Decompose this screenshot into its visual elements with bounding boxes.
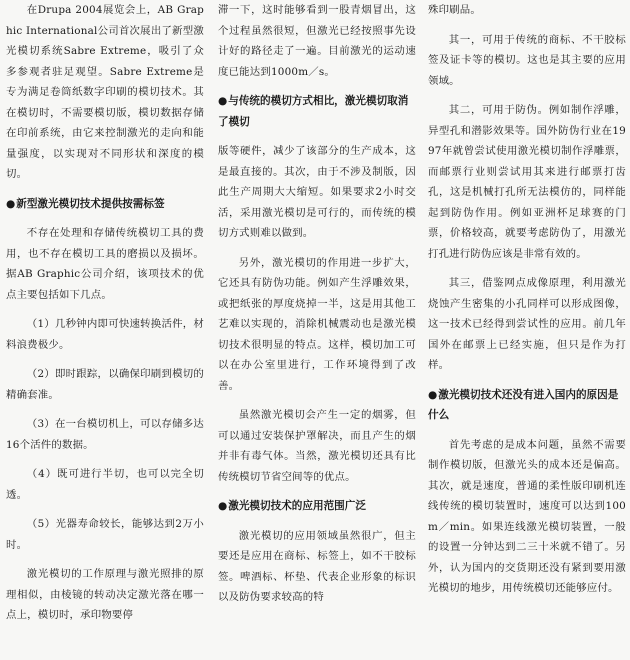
- body-paragraph: （3）在一台模切机上，可以存储多达16个活件的数据。: [6, 418, 204, 451]
- body-paragraph: 滞一下，这时能够看到一股青烟冒出，这个过程虽然很短，但激光已经按照事先设计好的路径走了一遍。目前激光的运动速度已能达到1000m／s。: [218, 4, 416, 78]
- body-paragraph: 首先考虑的是成本问题，虽然不需要制作模切版，但激光头的成本还是偏高。其次，就是速度，普通的柔性版印刷机连线传统的模切装置时，速度可以达到100m／min。如果连线激光模切装置，一般的设置一分钟达到二三十米就不错了。另外，认为国内的交货期还没有紧到要用激光模切的地步，用传统模切还能够应付。: [428, 438, 626, 594]
- body-paragraph: 殊印刷品。: [428, 4, 481, 16]
- body-paragraph: 另外，激光模切的作用进一步扩大，它还具有防伪功能。例如产生浮雕效果，或把纸张的厚度烧掉一半，这是用其他工艺难以实现的，消除机械震动也是激光模切技术很明显的特点。这样，模切加工可以在办公室里进行，工作环境得到了改善。: [218, 256, 416, 392]
- body-paragraph: （4）既可进行半切，也可以完全切透。: [6, 468, 204, 501]
- text-column-1: [6, 0, 204, 635]
- body-paragraph: 虽然激光模切会产生一定的烟雾，但可以通过安装保护罩解决，而且产生的烟并非有毒气体。当然，激光模切还具有比传统模切节省空间等的优点。: [218, 409, 416, 483]
- text-column-3: [428, 0, 626, 608]
- body-paragraph: 其二，可用于防伪。例如制作浮雕，异型孔和潜影效果等。国外防伪行业在1997年就曾尝试使用激光模切制作浮雕票，而邮票行业则尝试用其来进行邮票打齿孔，这是机械打孔所无法模仿的，同样能起到防伪作用。例如亚洲杯足球赛的门票，价格较高，就要考虑防伪了，用激光打孔进行防伪应该是非常有效的。: [428, 104, 626, 260]
- body-paragraph: 其一，可用于传统的商标、不干胶标签及证卡等的模切。这也是其主要的应用领域。: [428, 33, 626, 87]
- section-heading: ● 激光模切技术的应用范围广泛: [218, 496, 416, 517]
- body-paragraph: （2）即时跟踪，以确保印刷到模切的精确套准。: [6, 368, 204, 401]
- body-paragraph: 版等硬件，减少了该部分的生产成本，这是最直接的。其次，由于不涉及制版，因此生产周期大大缩短。如果要求2小时交活，采用激光模切是可行的，而传统的模切方式则难以做到。: [218, 145, 416, 239]
- section-heading: ● 与传统的模切方式相比，激光模切取消了模切: [218, 91, 416, 132]
- body-paragraph: （5）光器寿命较长，能够达到2万小时。: [6, 518, 204, 551]
- body-paragraph: 激光模切的应用领域虽然很广，但主要还是应用在商标、标签上，如不干胶标签。啤酒标、杯垫、代表企业形象的标识以及防伪要求较高的特: [218, 529, 416, 603]
- text-column-2: [218, 0, 416, 617]
- section-heading: ● 激光模切技术还没有进入国内的原因是什么: [428, 385, 626, 426]
- body-paragraph: 在Drupa 2004展览会上，AB Graphic International公司首次展出了新型激光模切系统Sabre Extreme，吸引了众多参观者驻足观望。Sabre Extreme是专为满足卷筒纸数字印刷的模切技术。其在模切时，不需要模切版，模切数据存储在印前系统，由它来控制激光的走向和能量强度，以实现对不同形状和深度的模切。: [6, 4, 204, 180]
- section-heading: ● 新型激光模切技术提供按需标签: [6, 194, 204, 215]
- body-paragraph: 激光模切的工作原理与激光照排的原理相似，由棱镜的转动决定激光落在哪一点上，模切时，承印物要停: [6, 568, 204, 621]
- body-paragraph: 不存在处理和存储传统模切工具的费用，也不存在模切工具的磨损以及损坏。据AB Graphic公司介绍，该项技术的优点主要包括如下几点。: [6, 227, 204, 301]
- body-paragraph: （1）几秒钟内即可快速转换活件，材料浪费极少。: [6, 318, 204, 351]
- body-paragraph: 其三，借鉴网点成像原理，利用激光烧蚀产生密集的小孔同样可以形成图像，这一技术已经得到尝试性的应用。前几年国外在邮票上已经实施，但只是作为打样。: [428, 277, 626, 371]
